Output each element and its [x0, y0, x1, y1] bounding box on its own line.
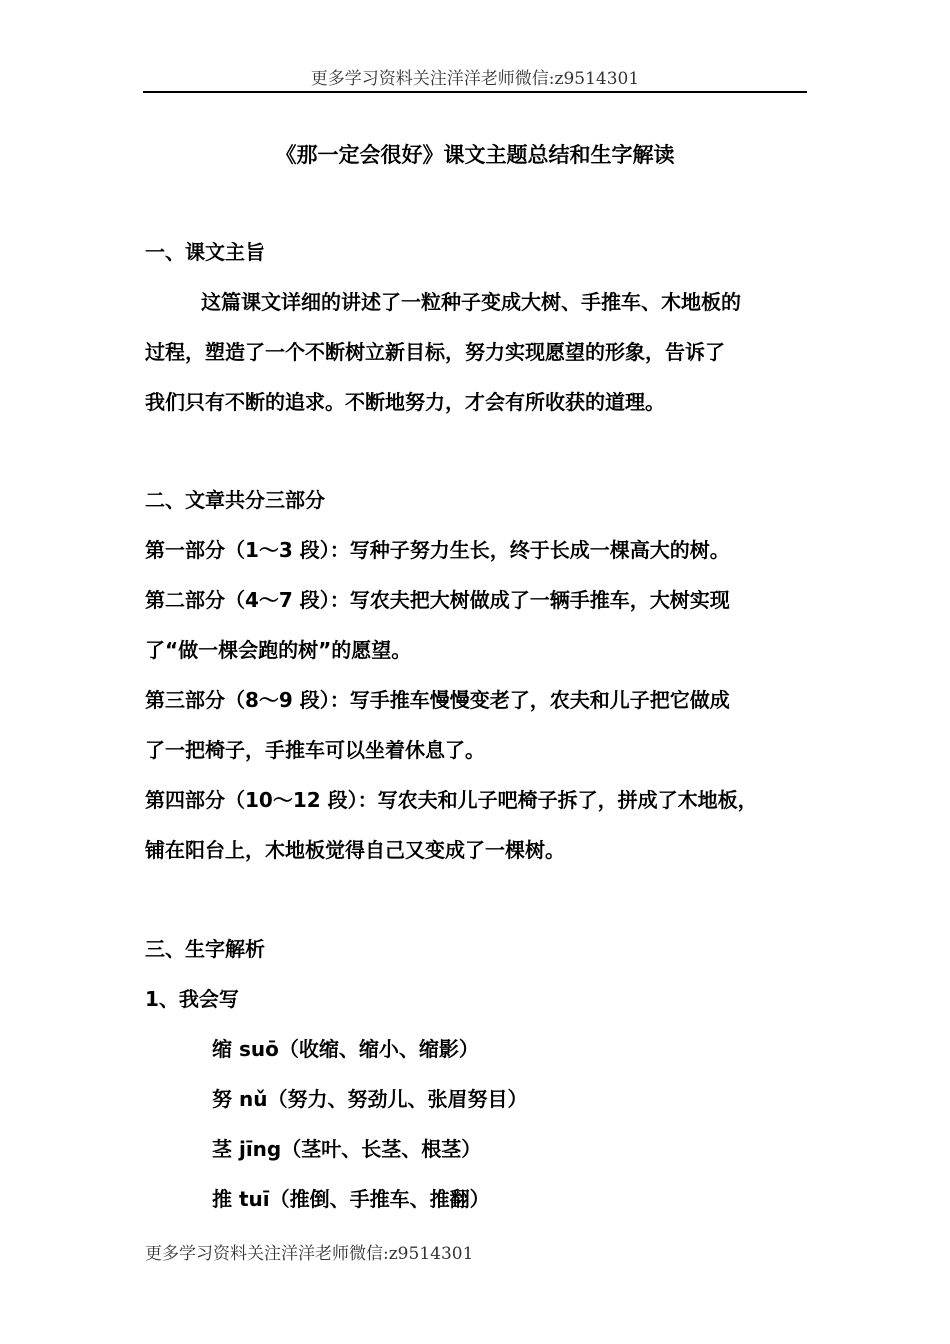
paragraph-line: 我们只有不断的追求。不断地努力，才会有所收获的道理。 — [145, 390, 665, 414]
character-item: 努 nǔ（努力、努劲儿、张眉努目） — [212, 1087, 528, 1111]
subheading-i-can-write: 1、我会写 — [145, 987, 239, 1011]
character-item: 茎 jīng（茎叶、长茎、根茎） — [212, 1137, 482, 1161]
part-line: 第一部分（1～3 段）：写种子努力生长，终于长成一棵高大的树。 — [145, 538, 730, 562]
part-line: 了一把椅子，手推车可以坐着休息了。 — [145, 738, 485, 762]
page-footer: 更多学习资料关注洋洋老师微信:z9514301 — [145, 1244, 474, 1264]
page-header: 更多学习资料关注洋洋老师微信:z9514301 — [310, 69, 640, 89]
part-line: 铺在阳台上，木地板觉得自己又变成了一棵树。 — [145, 838, 565, 862]
character-item: 推 tuī（推倒、手推车、推翻） — [212, 1187, 490, 1211]
part-line: 第二部分（4～7 段）：写农夫把大树做成了一辆手推车，大树实现 — [145, 588, 730, 612]
part-line: 第四部分（10～12 段）：写农夫和儿子吧椅子拆了，拼成了木地板， — [145, 788, 758, 812]
document-title: 《那一定会很好》课文主题总结和生字解读 — [275, 143, 675, 167]
paragraph-line: 这篇课文详细的讲述了一粒种子变成大树、手推车、木地板的 — [201, 290, 741, 314]
section-heading-characters: 三、生字解析 — [145, 937, 265, 961]
section-heading-structure: 二、文章共分三部分 — [145, 488, 325, 512]
character-item: 缩 suō（收缩、缩小、缩影） — [212, 1037, 479, 1061]
paragraph-line: 过程，塑造了一个不断树立新目标，努力实现愿望的形象，告诉了 — [145, 340, 725, 364]
part-line: 第三部分（8～9 段）：写手推车慢慢变老了，农夫和儿子把它做成 — [145, 688, 730, 712]
part-line: 了“做一棵会跑的树”的愿望。 — [145, 638, 412, 662]
header-divider — [143, 91, 807, 93]
section-heading-theme: 一、课文主旨 — [145, 240, 265, 264]
